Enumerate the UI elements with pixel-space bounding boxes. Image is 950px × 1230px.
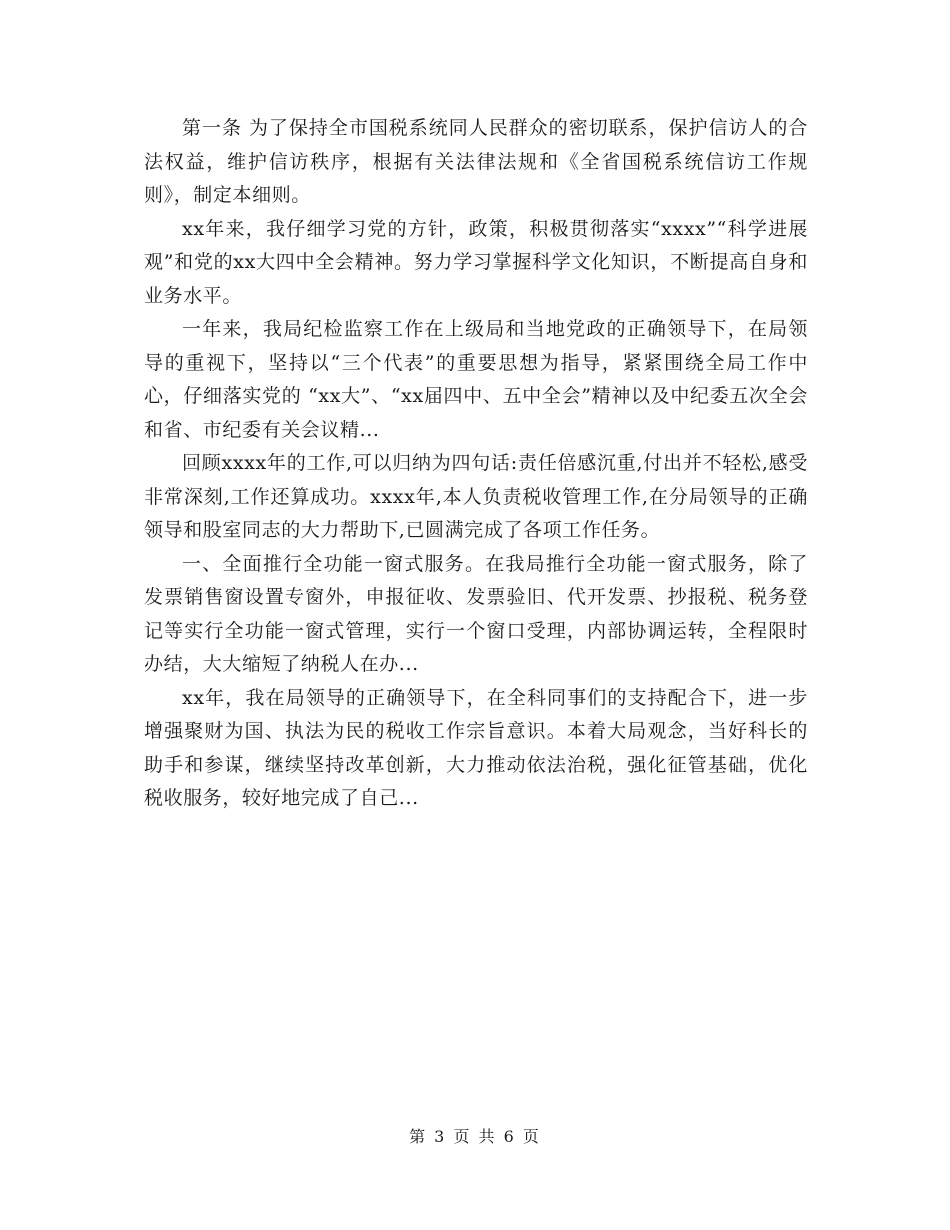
paragraph-2: xx年来，我仔细学习党的方针，政策，积极贯彻落实“xxxx”“科学进展观”和党的xx大四中全会精神。努力学习掌握科学文化知识，不断提高自身和业务水平。 bbox=[144, 217, 808, 307]
page-number: 第 3 页 共 6 页 bbox=[409, 1127, 541, 1146]
page-footer bbox=[0, 1124, 950, 1147]
paragraph-1: 第一条 为了保持全市国税系统同人民群众的密切联系，保护信访人的合法权益，维护信访秩序，根据有关法律法规和《全省国税系统信访工作规则》，制定本细则。 bbox=[144, 117, 808, 206]
document-body bbox=[144, 112, 808, 816]
paragraph-4: 回顾xxxx年的工作,可以归纳为四句话:责任倍感沉重,付出并不轻松,感受非常深刻,工作还算成功。xxxx年,本人负责税收管理工作,在分局领导的正确领导和股室同志的大力帮助下,已圆满完成了各项工作任务。 bbox=[144, 452, 808, 541]
paragraph-5: 一、全面推行全功能一窗式服务。在我局推行全功能一窗式服务，除了发票销售窗设置专窗外，申报征收、发票验旧、代开发票、抄报税、税务登记等实行全功能一窗式管理，实行一个窗口受理，内部协调运转，全程限时办结，大大缩短了纳税人在办... bbox=[144, 552, 808, 675]
paragraph-6: xx年，我在局领导的正确领导下，在全科同事们的支持配合下，进一步增强聚财为国、执法为民的税收工作宗旨意识。本着大局观念，当好科长的助手和参谋，继续坚持改革创新，大力推动依法治税，强化征管基础，优化税收服务，较好地完成了自己... bbox=[144, 686, 808, 809]
paragraph-3: 一年来，我局纪检监察工作在上级局和当地党政的正确领导下，在局领导的重视下，坚持以“三个代表”的重要思想为指导，紧紧围绕全局工作中心，仔细落实党的 “xx大”、“xx届四中、五中全会”精神以及中纪委五次全会和省、市纪委有关会议精... bbox=[144, 318, 808, 441]
